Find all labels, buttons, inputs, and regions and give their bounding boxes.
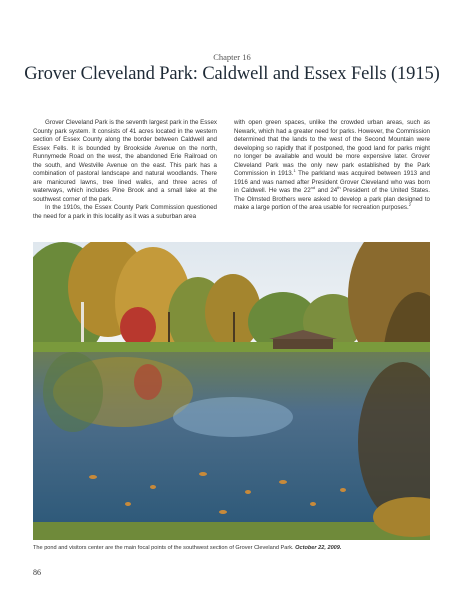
paragraph (234, 119, 430, 213)
park-pond-photo (33, 242, 430, 540)
paragraph: Grover Cleveland Park is the seventh largest park in the Essex County park system. It consists of 41 acres located in the western section of Essex County along the border between Caldwell and Essex Fells. It is bounded by Brookside Avenue on the north, Runnymede Road on the west, the abandoned Erie Railroad on the south, and Westville Avenue on the east. This park has a combination of pastoral landscape and natural woodlands. There are manicured lawns, tree lined walks, and three acres of waterways, which includes Pine Brook and a small lake at the southwest corner of the park. (33, 119, 217, 203)
text-run: and 24 (315, 187, 338, 194)
photo-caption (33, 545, 433, 551)
caption-text: The pond and visitors center are the main focal points of the southwest section of Grover Cleveland Park. (33, 545, 296, 551)
page-title: Grover Cleveland Park: Caldwell and Essex Fells (1915) (24, 64, 440, 84)
footnote-ref: 1 (293, 167, 296, 173)
chapter-label: Chapter 16 (213, 52, 251, 62)
text-run: The parkland was acquired between 1913 and 1916 and was named after President Grover Cleveland who was born in Caldwell. He was the 22 (234, 170, 430, 194)
ordinal-suffix: th (337, 184, 341, 190)
left-column (33, 119, 217, 221)
text-run: with open green spaces, unlike the crowded urban areas, such as Newark, which had a greater need for parks. However, the Commission determined that the lands to the west of the Second Mountain were developing so rapidly that if postponed, the good land for parks might no longer be available and would be more expensive later. Grover Cleveland Park was the only new park established by the Park Commission in 1913. (234, 119, 430, 177)
ordinal-suffix: nd (310, 184, 316, 190)
page-number: 86 (33, 568, 41, 577)
caption-date: October 22, 2009. (295, 545, 342, 551)
paragraph: In the 1910s, the Essex County Park Commission questioned the need for a park in this locality as it was a suburban area (33, 204, 217, 220)
footnote-ref: 2 (408, 201, 411, 207)
right-column (234, 119, 430, 213)
text-run: President of the United States. The Olmsted Brothers were asked to develop a park plan designed to make a large portion of the area usable for recreation purposes. (234, 187, 430, 211)
